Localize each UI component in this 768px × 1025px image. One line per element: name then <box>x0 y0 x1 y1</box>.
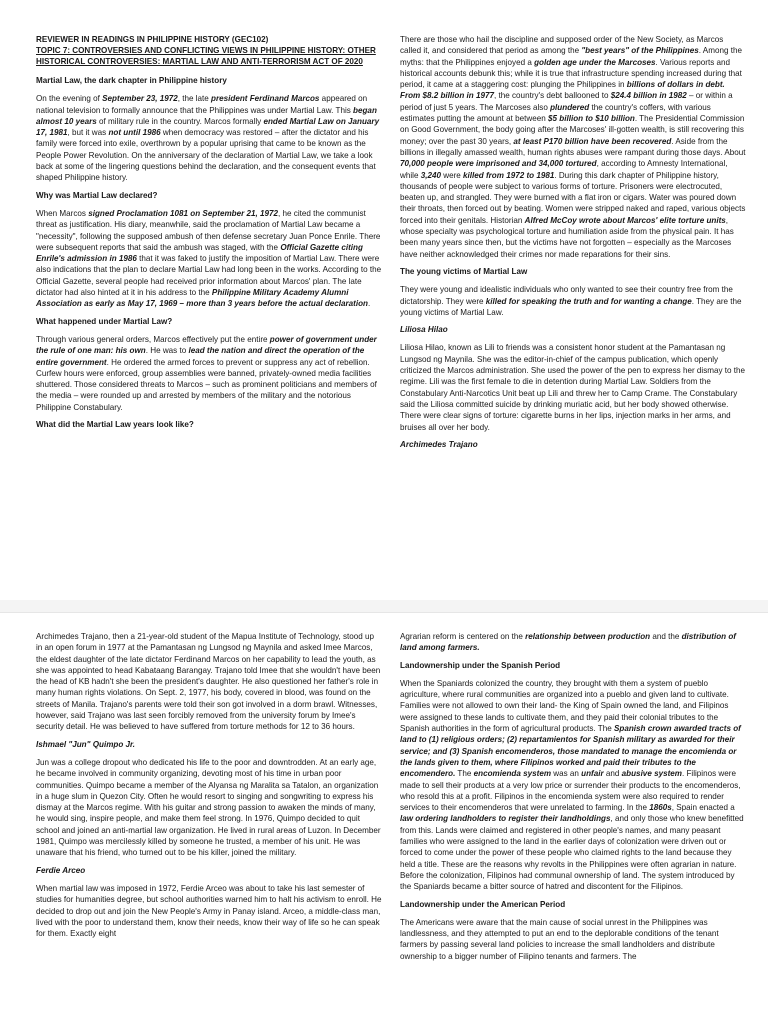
emphasis-text: at least P170 billion have been recovered <box>513 136 672 146</box>
body-text: was an <box>551 769 582 779</box>
emphasis-text: Spanish crown awarded tracts of land to (1) religious orders; (2) repartamientos for Spanish military as awarded for their service; and (3) Spanish encomenderos, those mandated to manage the encomienda or the lands given to them, where Filipinos worked and paid their tributes to the encomendero. <box>400 724 741 779</box>
body-text: . Various reports and historical accounts debunk this; while it is true that infrastructure spending increased during that period, it came at a staggering cost: plunging the Philippines in <box>400 57 742 90</box>
section-heading-spanish-period: Landownership under the Spanish Period <box>400 660 561 670</box>
emphasis-text: "best years" of the Philippines <box>581 46 699 56</box>
page-separator <box>0 600 768 612</box>
body-text: On the evening of <box>36 94 103 104</box>
paragraph <box>36 631 382 733</box>
body-text: when democracy was restored – after the dictator and his family were forced into exile, overthrown by a popular uprising that came to be known as the People Power Revolution. On the anniversary of the declaration of Martial Law, we take a look back at some of the lingering questions behind the declaration, and the consequent events that shaped Philippine history. <box>36 128 376 183</box>
emphasis-text: relationship between production <box>525 632 651 641</box>
emphasis-text: golden age under the Marcoses <box>534 57 656 67</box>
body-text: When the Spaniards colonized the country, they brought with them a system of pueblo agriculture, where rural communities are organized into a pueblo and given land to cultivate. Families were not allowed to own their land- the King of Spain owned the land, and Filipinos were assigned to these lands to cultivate them, and they paid their colonial tributes to the Spanish authorities in the form of agricultural products. The <box>400 678 729 734</box>
emphasis-text: signed Proclamation 1081 on September 21, 1972 <box>88 208 279 218</box>
page1-left-column <box>36 34 382 437</box>
body-text: Through various general orders, Marcos effectively put the entire <box>36 334 270 344</box>
body-text: that it was faked to justify the imposition of Martial Law. There were also indications that the plan to declare Martial Law had long been in the works. According to the Official Gazette, several people had received prior information about Marcos' plan. The late dictator had also hinted at it in his address to the <box>36 254 382 298</box>
page2-left-column <box>36 631 382 945</box>
body-text: – or within a period of just 5 years. The Marcoses also <box>400 91 733 112</box>
emphasis-text: billions of dollars in debt. From $8.2 billion in 1977 <box>400 80 725 101</box>
body-text: They were young and idealistic individuals who only wanted to see their country free from the dictatorship. They were <box>400 285 733 306</box>
body-text: The <box>455 769 474 779</box>
paragraph <box>36 757 382 859</box>
body-text: . <box>368 299 371 309</box>
body-text: and <box>603 769 622 779</box>
body-text: appeared on national television to formally announce that the Philippines was under Martial Law. This <box>36 94 368 115</box>
paragraph <box>36 208 382 310</box>
body-text: , Spain enacted a <box>671 803 735 813</box>
section-heading-liliosa: Liliosa Hilao <box>400 325 448 335</box>
emphasis-text: lead the nation and direct the operation of the entire government <box>36 346 365 367</box>
emphasis-text: distribution of land among farmers. <box>400 632 737 653</box>
body-text: , and only those who knew benefitted from this. Lands were claimed and registered in other people's names, and many peasant families who were assigned to the land in the earlier days of colonization were driven out or forced to come under the power of these people who claimed rights to the land because they held a title. These are the reasons why revolts in the Philippines were often agrarian in nature. Before the colonization, Filipinos had communal ownership of land. The system introduced by the Spaniards became a bitter source of hatred and discontent for the Filipinos. <box>400 814 744 892</box>
body-text: . Among the myths: that the Philippines enjoyed a <box>400 46 742 67</box>
section-heading-young-victims: The young victims of Martial Law <box>400 266 528 276</box>
emphasis-text: plundered <box>550 102 590 112</box>
section-heading-years-look-like: What did the Martial Law years look like? <box>36 420 194 430</box>
body-text: , whose specialty was psychological torture and humiliation aside from the physical pain. It has been many years since then, but the victims have not forgotten – especially as the Marcoses have neither acknowledged their crimes nor made reparations for their sins. <box>400 215 734 259</box>
body-text: When martial law was imposed in 1972, Ferdie Arceo was about to take his last semester of studies for humanities degree, but school authorities warned him to halt his activism to enroll. He decided to drop out and join the New People's Army in Panay island. Arceo, a middle-class man, lived with the poor to understand them, know their needs, know their way of life so he can speak for them. Exactly eight <box>36 883 382 939</box>
body-text: . During this dark chapter of Philippine history, thousands of people were subject to various forms of torture. Prisoners were electrocuted, beaten up, and strangled. They were burned with a flat iron or cigars. Water was poured down their throats, then forced out by beating. Women were stripped naked and raped, various objects forced into their genitals. Historian <box>400 170 746 225</box>
emphasis-text: September 23, 1972 <box>102 94 178 104</box>
paragraph <box>36 334 382 413</box>
body-text: were <box>440 170 464 180</box>
paragraph <box>400 917 746 962</box>
body-text: . He was to <box>145 346 189 356</box>
body-text: and the <box>650 632 682 641</box>
emphasis-text: ended Martial Law on January 17, 1981 <box>36 116 380 138</box>
section-heading-ishmael: Ishmael "Jun" Quimpo Jr. <box>36 739 135 749</box>
emphasis-text: law ordering landholders to register their landholdings <box>400 814 611 824</box>
emphasis-text: 3,240 <box>420 170 441 180</box>
body-text: , he cited the communist threat as justification. His diary, meanwhile, said the proclamation of Martial Law became a "necessity", following the supposed ambush of then defense secretary Juan Ponce Enrile. There were subsequent reports that said the ambush was staged, with the <box>36 208 381 252</box>
emphasis-text: $5 billion to $10 billion <box>548 114 635 124</box>
emphasis-text: killed from 1972 to 1981 <box>463 170 555 180</box>
section-heading-what-happened: What happened under Martial Law? <box>36 316 173 326</box>
emphasis-text: began almost 10 years <box>36 105 377 126</box>
body-text: Liliosa Hilao, known as Lili to friends was a consistent honor student at the Pamantasan ng Lungsod ng Maynila. She was the editor-in-chief of the campus publication, which openly criticized the Marcos administration. She used the power of the pen to express her dismay to the regime. Lili was the first female to die in detention during Martial Law. Soldiers from the Constabulary Anti-Narcotics Unit beat up Lili and threw her to Camp Crame. The Constabulary said the Liliosa committed suicide by drinking muriatic acid, but her body showed otherwise. There were clear signs of torture: cigarette burns in her lips, injection marks in her arms, and bruises all over her body. <box>400 343 746 432</box>
page1-right-column <box>400 34 746 457</box>
emphasis-text: Official Gazette citing Enrile's admission in 1986 <box>36 242 363 264</box>
emphasis-text: $24.4 billion in 1982 <box>610 91 687 101</box>
paragraph <box>36 883 382 939</box>
body-text: There are those who hail the discipline and supposed order of the New Society, as Marcos called it, and considered that period as among the <box>400 35 724 56</box>
body-text: The Americans were aware that the main cause of social unrest in the Philippines was landlessness, and they attempted to put an end to the deplorable conditions of the tenant farmers by passing several land policies to increase the small landholders and distribute ownership to a bigger number of Filipino tenants and farmers. The <box>400 917 719 961</box>
body-text: the country's coffers, with various estimates putting the amount at between <box>400 102 711 124</box>
paragraph <box>400 342 746 432</box>
body-text: , the late <box>177 94 212 104</box>
emphasis-text: not until 1986 <box>108 128 161 138</box>
body-text: When Marcos <box>36 208 89 218</box>
section-heading-why: Why was Martial Law declared? <box>36 190 158 200</box>
body-text: Archimedes Trajano, then a 21-year-old student of the Mapua Institute of Technology, stood up in an open forum in 1977 at the Pamantasan ng Lungsod ng Maynila and asked Imee Marcos, the eldest daughter of the late dictator Ferdinand Marcos on her capability to lead the youth, as she was appointed to head Kabataang Barangay. Trajano told Imee that she wouldn't have been the head of KB hadn't she been the president's daughter. He also questioned her father's role in many human rights violations. On Sept. 2, 1977, his body, covered in blood, was found on the streets of Manila. Trajano's parents were told their son got involved in a dorm brawl. Witnesses, however, said Trajano was last seen forcibly removed from the university forum by Imee's security detail. He was believed to have suffered from torture methods for 12 to 36 hours. <box>36 632 381 732</box>
body-text: . He ordered the armed forces to prevent or suppress any act of rebellion. Curfew hours were enforced, group assemblies were banned, privately-owned media facilities shuttered. Those considered threats to Marcos – such as prominent politicians and members of the media – were rounded up and arrested by members of the military and the notorious Philippine Constabulary. <box>36 357 377 412</box>
paragraph <box>36 93 382 183</box>
section-heading-archimedes: Archimedes Trajano <box>400 439 478 449</box>
body-text: of military rule in the country. Marcos formally <box>96 116 264 126</box>
paragraph <box>400 284 746 318</box>
section-heading-dark-chapter: Martial Law, the dark chapter in Philippine history <box>36 76 227 85</box>
body-text: , the country's debt ballooned to <box>494 91 611 101</box>
topic-heading: TOPIC 7: CONTROVERSIES AND CONFLICTING VIEWS IN PHILIPPINE HISTORY: OTHER HISTORICAL CONTROVERSIES: MARTIAL LAW AND ANTI-TERRORISM ACT OF 2020 <box>36 46 376 66</box>
emphasis-text: 70,000 people were imprisoned and 34,000 tortured <box>400 159 597 169</box>
emphasis-text: encomienda system <box>473 769 552 779</box>
document-page-2 <box>0 612 768 1025</box>
paragraph <box>400 34 746 260</box>
body-text: . The Presidential Commission on Good Government, the body going after the Marcoses' ill-gotten wealth, is still recovering this money; over the past 30 years, <box>400 114 745 146</box>
emphasis-text: president Ferdinand Marcos <box>211 94 320 104</box>
emphasis-text: power of government under the rule of one man: his own <box>36 334 377 356</box>
paragraph <box>400 631 746 654</box>
body-text: . Filipinos were made to sell their products at a very low price or surrender their products to the encomenderos, who resold this at a profit. Filipinos in the encomienda system were also required to render services to their encomenderos that were unrelated to farming. In the <box>400 769 741 813</box>
emphasis-text: Philippine Military Academy Alumni Association as early as May 17, 1969 – more than 3 years before the actual declaration <box>36 288 368 309</box>
document-title: REVIEWER IN READINGS IN PHILIPPINE HISTORY (GEC102) <box>36 35 269 44</box>
body-text: , according to Amnesty International, while <box>400 159 728 180</box>
emphasis-text: killed for speaking the truth and for wanting a change <box>485 296 692 306</box>
body-text: Jun was a college dropout who dedicated his life to the poor and downtrodden. At an early age, he became involved in community organizing, devoting most of his time in urban poor communities. Quimpo became a member of the Alyansa ng Maralita sa Tatalon, an organization in a huge slum in Quezon City. Often he would resort to singing and songwriting to express his dismay at the Marcos regime. With his guitar and strong passion to awaken the minds of many, he would sing, inspire people, and make them feel strong. In 1976, Quimpo decided to quit school and joined an anti-martial law organization. He lived in rural areas of Luzon. In December 1981, Quimpo was mercilessly killed by someone he trusted, a member of his unit. He was unaware that his friend, who turned out to be his killer, joined the military. <box>36 757 381 858</box>
page2-right-column <box>400 631 746 968</box>
emphasis-text: unfair <box>581 769 604 779</box>
section-heading-american-period: Landownership under the American Period <box>400 899 566 909</box>
body-text: , but it was <box>67 128 109 138</box>
section-heading-ferdie: Ferdie Arceo <box>36 865 86 875</box>
emphasis-text: abusive system <box>621 769 682 779</box>
body-text: . They are the young victims of Martial Law. <box>400 296 742 317</box>
paragraph <box>400 678 746 893</box>
emphasis-text: Alfred McCoy wrote about Marcos' elite torture units <box>524 215 726 225</box>
body-text: . Aside from the billions in illegally amassed wealth, human rights abuses were rampant during those days. About <box>400 136 746 157</box>
body-text: Agrarian reform is centered on the <box>400 632 526 641</box>
emphasis-text: 1860s <box>649 803 672 813</box>
